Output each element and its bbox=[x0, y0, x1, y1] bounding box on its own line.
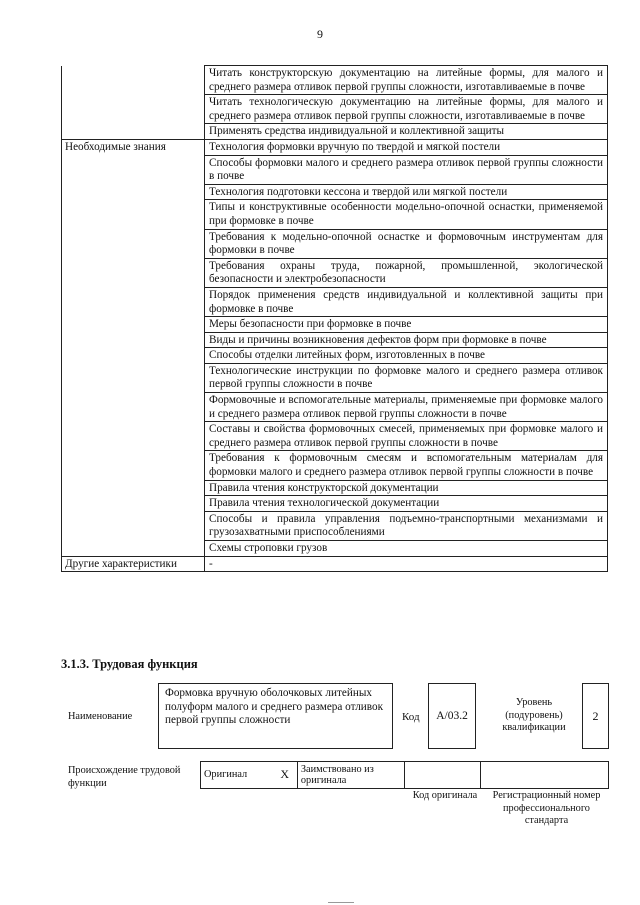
reg-caption: Регистрационный номер профессионального стандарта bbox=[492, 790, 601, 826]
knowledge-item: Типы и конструктивные особенности модельно-опочной оснастки, применяемой при формовке в почве bbox=[205, 200, 608, 229]
skill-item: Применять средства индивидуальной и коллективной защиты bbox=[205, 124, 608, 140]
code-caption: Код оригинала bbox=[412, 790, 478, 801]
reg-number-cell bbox=[481, 762, 609, 789]
level-label: Уровень (подуровень) квалификации bbox=[502, 697, 566, 733]
function-name-box: Формовка вручную оболочковых литейных полуформ малого и среднего размера отливок первой группы сложности bbox=[158, 683, 393, 749]
table-label-cell bbox=[62, 124, 205, 140]
skill-item: Читать технологическую документацию на литейные формы, для малого и среднего размера отливок первой группы сложности, изготавливаемые в почве bbox=[205, 95, 608, 124]
knowledge-item: Технология подготовки кессона и твердой или мягкой постели bbox=[205, 184, 608, 200]
original-mark: X bbox=[272, 762, 297, 789]
origin-table bbox=[200, 761, 609, 789]
table-label-cell bbox=[62, 95, 205, 124]
level-value-box: 2 bbox=[582, 683, 609, 749]
knowledge-item: Требования охраны труда, пожарной, промышленной, экологической безопасности и электробезопасности bbox=[205, 258, 608, 287]
origin-label: Происхождение трудовой функции bbox=[68, 765, 181, 789]
knowledge-label: Необходимые знания bbox=[62, 139, 205, 556]
knowledge-item: Способы формовки малого и среднего размера отливок первой группы сложности в почве bbox=[205, 155, 608, 184]
other-value: - bbox=[205, 556, 608, 572]
code-label: Код bbox=[402, 711, 420, 723]
knowledge-item: Виды и причины возникновения дефектов форм при формовке в почве bbox=[205, 332, 608, 348]
table-label-cell bbox=[62, 66, 205, 95]
knowledge-item: Правила чтения конструкторской документации bbox=[205, 480, 608, 496]
knowledge-item: Меры безопасности при формовке в почве bbox=[205, 317, 608, 333]
page-number: 9 bbox=[317, 27, 323, 41]
knowledge-item: Порядок применения средств индивидуальной и коллективной защиты при формовке в почве bbox=[205, 287, 608, 316]
original-code-cell bbox=[404, 762, 481, 789]
borrowed-label: Заимствовано из оригинала bbox=[297, 762, 404, 789]
knowledge-item: Правила чтения технологической документации bbox=[205, 496, 608, 512]
code-value-box: А/03.2 bbox=[428, 683, 476, 749]
skill-item: Читать конструкторскую документацию на литейные формы, для малого и среднего размера отливок первой группы сложности, изготавливаемые в почве bbox=[205, 66, 608, 95]
requirements-table bbox=[61, 65, 608, 572]
knowledge-item: Схемы строповки грузов bbox=[205, 541, 608, 557]
section-title: 3.1.3. Трудовая функция bbox=[61, 657, 198, 671]
knowledge-item: Требования к модельно-опочной оснастке и формовочным инструментам для формовки в почве bbox=[205, 229, 608, 258]
knowledge-item: Требования к формовочным смесям и вспомогательным материалам для формовки малого и среднего размера отливок первой группы сложности в почве bbox=[205, 451, 608, 480]
original-label: Оригинал bbox=[201, 762, 273, 789]
knowledge-item: Способы отделки литейных форм, изготовленных в почве bbox=[205, 348, 608, 364]
knowledge-item: Технология формовки вручную по твердой и мягкой постели bbox=[205, 139, 608, 155]
footer-mark bbox=[328, 902, 354, 903]
knowledge-item: Составы и свойства формовочных смесей, применяемых при формовке малого и среднего размера отливок первой группы сложности в почве bbox=[205, 422, 608, 451]
name-label: Наименование bbox=[68, 711, 133, 722]
other-label: Другие характеристики bbox=[62, 556, 205, 572]
knowledge-item: Способы и правила управления подъемно-транспортными механизмами и грузозахватными приспособлениями bbox=[205, 511, 608, 540]
knowledge-item: Технологические инструкции по формовке малого и среднего размера отливок первой группы сложности в почве bbox=[205, 363, 608, 392]
knowledge-item: Формовочные и вспомогательные материалы, применяемые при формовке малого и среднего размера отливок первой группы сложности в почве bbox=[205, 393, 608, 422]
